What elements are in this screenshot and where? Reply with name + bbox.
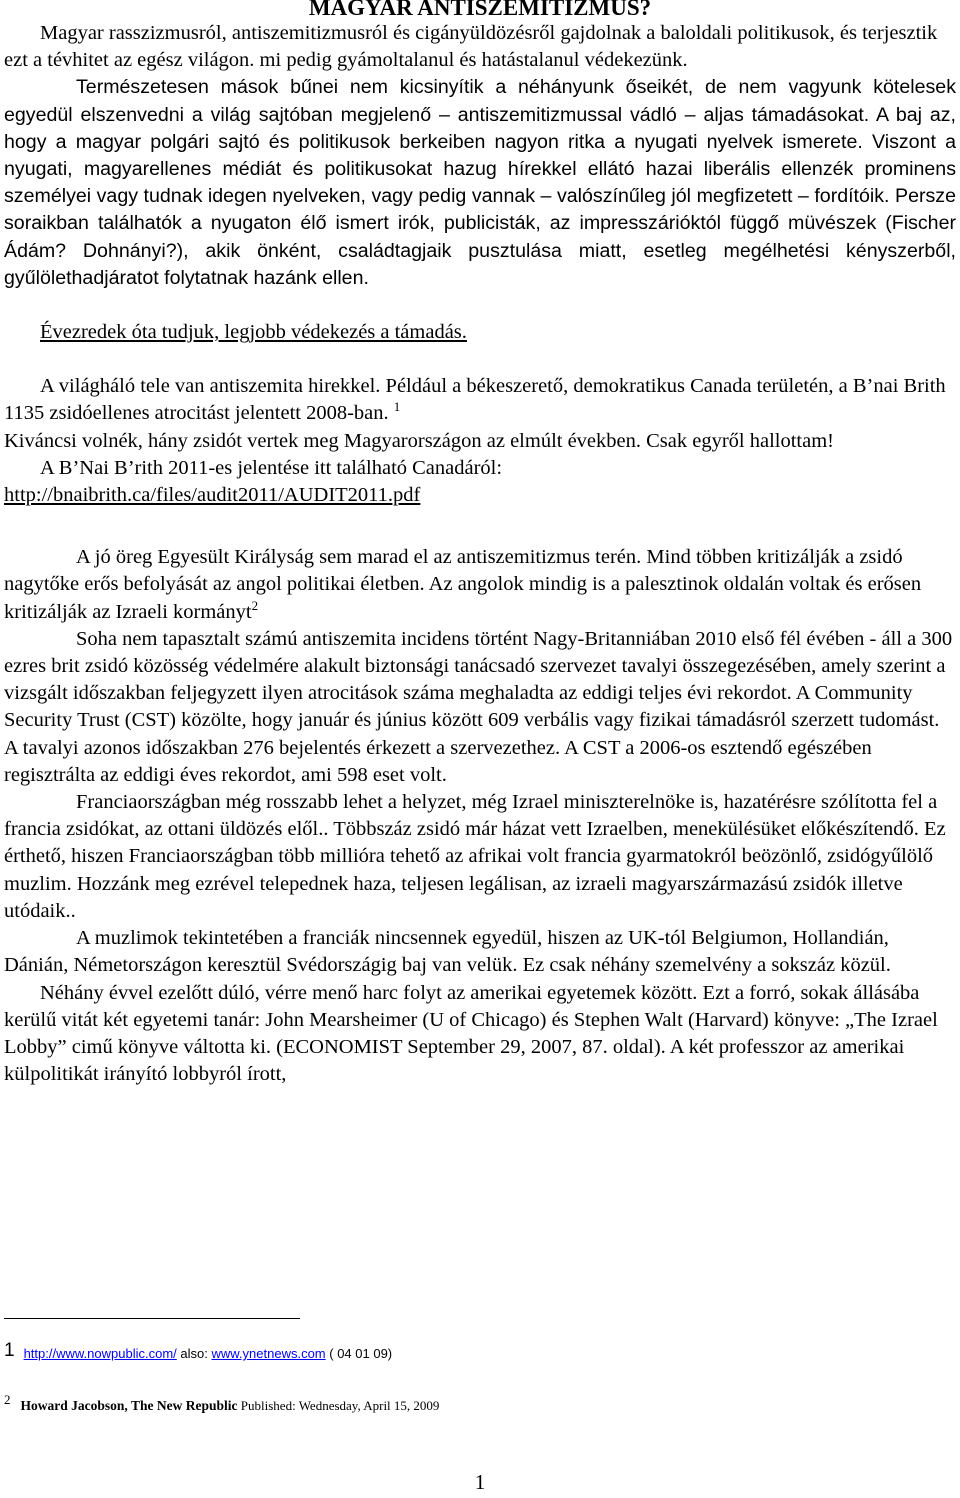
paragraph-sans-1 <box>4 74 956 292</box>
france-paragraph: Franciaországban még rosszabb lehet a helyzet, még Izrael miniszterelnöke is, hazatérésre szólította fel a francia zsidókat, az ottani üldözés elől.. Többszáz zsidó már házat vett Izraelben, menekülésüket előkészítendő. Ez érthető, hiszen Franciaországban több millióra tehető az afrikai volt francia gyarmatokról beözönlő, zsidógyűlölő muzlim. Hozzánk meg ezrével telepednek haza, teljesen legálisan, az izraeli magyarszármazású zsidók illetve utódaik.. <box>4 791 946 922</box>
report-link-line <box>4 482 956 509</box>
footnote-2-author: Howard Jacobson, <box>20 1398 128 1413</box>
intro-paragraph: Magyar rasszizmusról, antiszemitizmusról és cigányüldözésről gajdolnak a baloldali politikusok, és terjesztik ezt a tévhitet az egész világon. mi pedig gyámoltalanul és hatástalanul védekezünk. <box>4 22 938 72</box>
footnote-1-link-nowpublic[interactable]: http://www.nowpublic.com/ <box>23 1346 177 1361</box>
us-paragraph: Néhány évvel ezelőtt dúló, vérre menő harc folyt az amerikai egyetemek között. Ezt a forró, sokak állásába kerülű vitát két egyetemi tanár: John Mearsheimer (U of Chicago) és Stephen Walt (Harvard) könyve: „The Izrael Lobby” cimű könyve váltotta ki. (ECONOMIST September 29, 2007, 87. oldal). A két professzor az amerikai külpolitikát irányító lobbyról írott, <box>4 981 938 1086</box>
page-title: MAGYAR ANTISZEMITIZMUS? <box>308 0 652 20</box>
motto-text: Évezredek óta tudjuk, legjobb védekezés a támadás. <box>40 321 467 344</box>
footnote-1-date: ( 04 01 09) <box>329 1346 393 1361</box>
uk-paragraph-text: A jó öreg Egyesült Királyság sem marad el az antiszemitizmus terén. Mind többen kritizálják a zsidó nagytőke erős befolyását az angol politikai életben. Az angolok mindig is a palesztinok oldalán voltak és erősen kritizálják az Izraeli kormányt <box>4 546 922 623</box>
footnote-separator <box>4 1318 300 1319</box>
footnote-1-also: also: <box>180 1346 208 1361</box>
muslim-paragraph: A muzlimok tekintetében a franciák nincsennek egyedül, hiszen az UK-tól Belgiumon, Hollandián, Dánián, Németországon keresztül Svédországig baj van velük. Ez csak néhány szemelvény a sokszáz közül. <box>4 927 891 977</box>
footnote-1 <box>4 1342 392 1364</box>
uk-paragraph-2: Soha nem tapasztalt számú antiszemita incidens történt Nagy-Britanniában 2010 első fél évében - áll a 300 ezres brit zsidó közösség védelmére alakult biztonsági tanácsadó szervezet tavalyi összegezésében, amely szerint a vizsgált időszakban feljegyzett ilyen atrocitások száma meghaladta az eddigi teljes évi rekordot. A Community Security Trust (CST) közölte, hogy január és június között 609 verbális vagy fizikai támadásról szerzett tudomást. A tavalyi azonos időszakban 276 bejelentés érkezett a szervezethez. A CST a 2006-os esztendő egészében regisztrálta az eddigi éves rekordot, ami 598 eset volt. <box>4 627 953 786</box>
footnote-2-published: Published: Wednesday, April 15, 2009 <box>240 1398 440 1413</box>
report-intro: A B’Nai B’rith 2011-es jelentése itt található Canadáról: <box>40 456 503 479</box>
motto <box>4 319 956 346</box>
canada-paragraph-text: A világháló tele van antiszemita hirekkel. Például a békeszerető, demokratikus Canada területén, a B’nai Brith 1135 zsidóellenes atrocitást jelentett 2008-ban. <box>4 375 946 425</box>
footnote-2 <box>4 1392 440 1414</box>
footnote-1-number: 1 <box>4 1340 15 1361</box>
paragraph-sans-2-text: Viszont a nyugati, magyarellenes médiát és politikusokat hazug hírekkel ellátó hazai liberális ellenzék prominens személyei vagy tudnak idegen nyelveken, vagy pedig vannak – valószínűleg jól megfizetett – fordítóik. Persze soraikban találhatók a nyugaton élő ismert irók, publicisták, az impresszárióktól függő müvészek (Fischer Ádám? Dohnányi?), akik önként, családtagjaik pusztulása miatt, esetleg megélhetési kényszerből, gyűlölethadjáratot folytatnak hazánk ellen. <box>4 130 956 289</box>
page-number: 1 <box>474 1470 486 1494</box>
hungary-question: Kiváncsi volnék, hány zsidót vertek meg Magyarországon az elmúlt években. Csak egyről hallottam! <box>4 429 834 452</box>
uk-paragraph <box>4 544 956 626</box>
document-page <box>4 0 956 1088</box>
report-link[interactable]: http://bnaibrith.ca/files/audit2011/AUDIT2011.pdf <box>4 484 421 507</box>
footnote-2-number: 2 <box>4 1392 11 1407</box>
canada-paragraph <box>4 373 956 427</box>
footnote-2-publication: The New Republic <box>131 1398 238 1413</box>
footnote-1-link-ynetnews[interactable]: www.ynetnews.com <box>211 1346 326 1361</box>
footnote-ref-2[interactable]: 2 <box>251 597 259 613</box>
paragraph-sans-1-text: Természetesen mások bűnei nem kicsinyítik a néhányunk őseikét, de nem vagyunk kötelesek egyedül elszenvedni a világ sajtóban megjelenő – antiszemitizmussal vádló – aljas támadásokat. A baj az, hogy a magyar polgári sajtó és politikusok berkeiben nagyon ritka a nyugati nyelvek ismerete. <box>4 76 956 153</box>
footnote-ref-1[interactable]: 1 <box>393 399 401 415</box>
